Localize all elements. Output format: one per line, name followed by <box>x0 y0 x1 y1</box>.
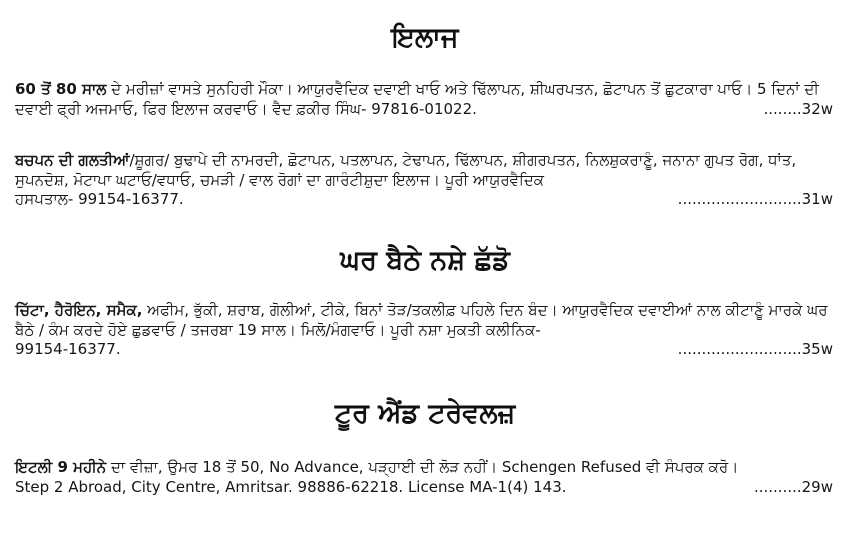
ad-last-line <box>15 190 833 210</box>
ad-lead: ਚਿੱਟਾ, ਹੈਰੋਇਨ, ਸਮੈਕ, <box>15 301 143 319</box>
ad-body: ਦੇ ਮਰੀਜ਼ਾਂ ਵਾਸਤੇ ਸੁਨਹਿਰੀ ਮੌਕਾ। ਆਯੁਰਵੈਦਿਕ ਦਵਾਈ ਖਾਓ ਅਤੇ ਢਿੱਲਾਪਨ, ਸ਼ੀਘਰਪਤਨ, ਛੋਟਾਪਨ ਤੋਂ ਛੁਟਕਾਰਾ ਪਾਓ। 5 ਦਿਨਾਂ ਦੀ ਦਵਾਈ ਫ੍ਰੀ ਅਜਮਾਓ, ਫਿਰ ਇਲਾਜ ਕਰਵਾਓ। ਵੈਦ ਫ਼ਕੀਰ ਸਿੰਘ- <box>15 80 819 118</box>
ad-text <box>15 301 833 340</box>
classified-ad <box>15 80 833 119</box>
ad-phone: 99154-16377. <box>15 340 121 358</box>
ad-body: ਅਫੀਮ, ਭੁੱਕੀ, ਸ਼ਰਾਬ, ਗੋਲੀਆਂ, ਟੀਕੇ, ਬਿਨਾਂ ਤੋੜ/ਤਕਲੀਫ਼ ਪਹਿਲੇ ਦਿਨ ਬੰਦ। ਆਯੁਰਵੈਦਿਕ ਦਵਾਈਆਂ ਨਾਲ ਕੀਟਾਣੂੰ ਮਾਰਕੇ ਘਰ ਬੈਠੇ / ਕੰਮ ਕਰਦੇ ਹੋਏ ਛੁਡਵਾਓ / ਤਜਰਬਾ 19 ਸਾਲ। ਮਿਲੋ/ਮੰਗਵਾਓ। ਪੂਰੀ ਨਸ਼ਾ ਮੁਕਤੀ ਕਲੀਨਿਕ- <box>15 301 828 339</box>
ad-phone: 97816-01022. <box>366 99 477 118</box>
ad-lead: ਬਚਪਨ ਦੀ ਗਲਤੀਆਂ <box>15 151 130 169</box>
ad-code: ..........29w <box>753 477 833 496</box>
ad-last-line <box>15 478 833 498</box>
ad-lead: 60 ਤੋਂ 80 ਸਾਲ <box>15 80 107 98</box>
ad-text <box>15 151 833 190</box>
section-heading: ਇਲਾਜ <box>391 22 459 53</box>
ad-phone: ਹਸਪਤਾਲ- 99154-16377. <box>15 190 184 208</box>
ad-code: ..........................35w <box>677 340 833 358</box>
ad-lead: ਇਟਲੀ 9 ਮਹੀਨੇ <box>15 458 107 476</box>
ad-code: ........32w <box>763 99 833 118</box>
ad-address: Step 2 Abroad, City Centre, Amritsar. 98886-62218. License MA-1(4) 143. <box>15 477 567 496</box>
section-heading: ਟੂਰ ਐਂਡ ਟਰੇਵਲਜ਼ <box>334 398 516 429</box>
ad-body: /ਸ਼ੂਗਰ/ ਬੁਢਾਪੇ ਦੀ ਨਾਮਰਦੀ, ਛੋਟਾਪਨ, ਪਤਲਾਪਨ, ਟੇਢਾਪਨ, ਢਿੱਲਾਪਨ, ਸ਼ੀਗਰਪਤਨ, ਨਿਲਸ਼ੁਕਰਾਣੂੰ, ਜਨਾਨਾ ਗੁਪਤ ਰੋਗ, ਧਾਂਤ, ਸੁਪਨਦੋਸ਼, ਮੋਟਾਪਾ ਘਟਾਓ/ਵਧਾਓ, ਚਮੜੀ / ਵਾਲ ਰੋਗਾਂ ਦਾ ਗਾਰੰਟੀਸ਼ੁਦਾ ਇਲਾਜ। ਪੂਰੀ ਆਯੁਰਵੈਦਿਕ <box>15 151 797 189</box>
ad-code: ..........................31w <box>677 190 833 208</box>
section-heading: ਘਰ ਬੈਠੇ ਨਸ਼ੇ ਛੱਡੋ <box>340 245 510 276</box>
ad-last-line <box>15 340 833 360</box>
ad-text <box>15 458 833 478</box>
ad-body: ਦਾ ਵੀਜ਼ਾ, ਉਮਰ 18 ਤੋਂ 50, No Advance, ਪੜ੍ਹਾਈ ਦੀ ਲੋੜ ਨਹੀਂ। Schengen Refused ਵੀ ਸੰਪਰਕ ਕਰੋ। <box>106 458 739 476</box>
classified-ad <box>15 458 833 497</box>
classified-ad <box>15 301 833 360</box>
classified-ad <box>15 151 833 210</box>
